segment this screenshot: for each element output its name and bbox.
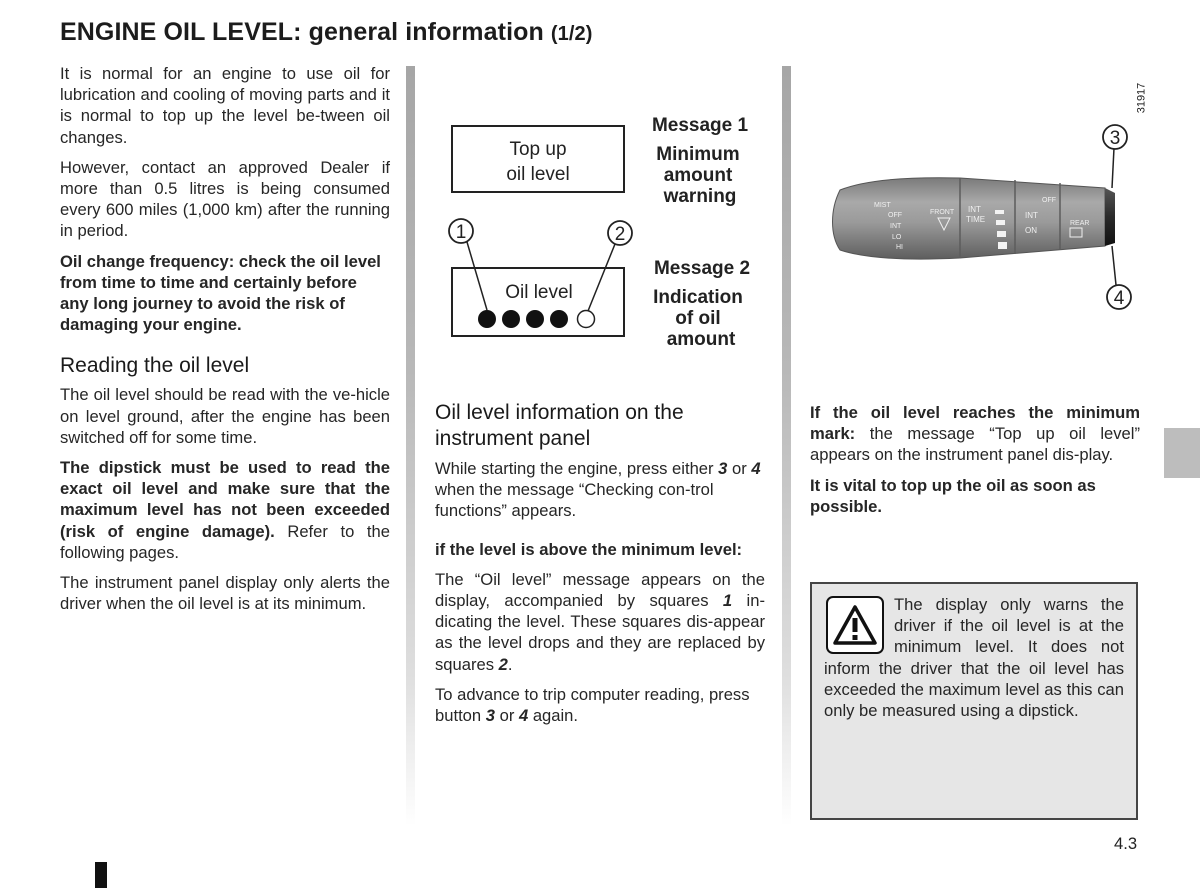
stalk-label-hi: HI bbox=[896, 244, 903, 251]
minimum-mark-bold: If the oil level reaches the minimum mark: bbox=[810, 403, 1140, 444]
illustration-reference-code: 31917 bbox=[1135, 82, 1148, 114]
stalk-label-lo: LO bbox=[892, 234, 902, 241]
instrument-panel-heading: Oil level information on the instrument panel bbox=[435, 401, 684, 450]
oil-messages-diagram bbox=[435, 105, 775, 360]
speed-bar-icon bbox=[997, 231, 1006, 237]
warning-box bbox=[810, 582, 1138, 820]
callout2-label: 2 bbox=[614, 224, 626, 245]
trip-computer-paragraph bbox=[435, 684, 765, 726]
column-divider-right bbox=[782, 66, 791, 826]
level-square-filled bbox=[502, 310, 520, 328]
level-square-filled bbox=[478, 310, 496, 328]
stalk-label-rear: REAR bbox=[1070, 220, 1090, 227]
wiper-stalk-illustration bbox=[810, 60, 1150, 360]
section-tab bbox=[1164, 428, 1200, 478]
warning-text: The display only warns the driver if the oil level is at the minimum level. It does not inform the driver that the oil level has exceeded the maximum level as this can only be measured using a dipstick. bbox=[824, 595, 1124, 721]
intro-paragraph: It is normal for an engine to use oil for lubrication and cooling of moving parts and it is normal to top up the level be-tween oil changes. bbox=[60, 64, 390, 147]
column-left bbox=[60, 63, 390, 623]
oil-change-paragraph: Oil change frequency: check the oil level from time to time and certainly before any long journey to avoid the risk of damaging your engine. bbox=[60, 251, 381, 335]
squares-paragraph bbox=[435, 569, 765, 675]
above-minimum-subheading: if the level is above the minimum level: bbox=[435, 539, 743, 559]
startup-text-a: While starting the engine, press either bbox=[435, 459, 719, 478]
trip-text-e: again. bbox=[528, 706, 579, 726]
button4-ref: 4 bbox=[751, 459, 761, 478]
dealer-paragraph: However, contact an approved Dealer if more than 0.5 litres is being consumed every 600 miles (1,000 km) after the running in period. bbox=[60, 157, 390, 241]
oil-level-label: Oil level bbox=[505, 282, 573, 303]
level-square-filled bbox=[550, 310, 568, 328]
button3-ref: 3 bbox=[718, 459, 728, 478]
message1-line3: warning bbox=[663, 186, 737, 207]
trip-text-c: or bbox=[494, 706, 519, 726]
stalk-label-front: FRONT bbox=[930, 209, 955, 216]
column-right bbox=[810, 402, 1140, 526]
callout1-label: 1 bbox=[455, 222, 467, 243]
callout3-label: 3 bbox=[1109, 128, 1121, 149]
minimum-mark-rest: the message “Top up oil level” appears on the instrument panel dis-play. bbox=[810, 424, 1140, 465]
message2-title: Message 2 bbox=[653, 258, 751, 279]
message2-line1: Indication bbox=[653, 287, 743, 308]
page-title bbox=[60, 18, 593, 47]
top-up-vital-paragraph: It is vital to top up the oil as soon as possible. bbox=[810, 475, 1096, 516]
page-marker-bar bbox=[95, 862, 107, 888]
stalk-label-on: ON bbox=[1025, 226, 1037, 235]
page-title-main: ENGINE OIL LEVEL: general information bbox=[60, 18, 544, 46]
stalk-label-off: OFF bbox=[888, 212, 902, 219]
dipstick-paragraph bbox=[60, 457, 390, 563]
top-up-line2: oil level bbox=[506, 164, 570, 185]
startup-paragraph bbox=[435, 458, 765, 522]
level-square-filled bbox=[526, 310, 544, 328]
squares-text-e: . bbox=[507, 654, 513, 674]
message1-title: Message 1 bbox=[651, 115, 749, 136]
squares-text-a: The “Oil level” message appears on the display, accompanied by squares bbox=[435, 569, 765, 611]
stalk-label-mist: MIST bbox=[874, 202, 891, 209]
trip-text-a: To advance to trip computer reading, press button bbox=[435, 684, 750, 726]
callout3-line bbox=[1112, 148, 1114, 188]
warning-triangle-icon bbox=[826, 596, 884, 654]
square2-ref: 2 bbox=[498, 654, 508, 674]
column-middle bbox=[435, 400, 765, 735]
minimum-mark-paragraph bbox=[810, 402, 1140, 466]
message1-line1: Minimum bbox=[656, 144, 740, 165]
startup-text-c: or bbox=[727, 459, 752, 478]
button3-ref: 3 bbox=[485, 706, 495, 726]
stalk-label-off2: OFF bbox=[1042, 197, 1056, 204]
stalk-end-cap bbox=[1105, 188, 1115, 246]
column-divider-left bbox=[406, 66, 415, 826]
callout4-line bbox=[1112, 246, 1116, 285]
square1-ref: 1 bbox=[722, 591, 733, 611]
page-title-part: (1/2) bbox=[550, 23, 593, 45]
callout4-label: 4 bbox=[1113, 288, 1125, 309]
stalk-label-int: INT bbox=[890, 223, 902, 230]
button4-ref: 4 bbox=[518, 706, 529, 726]
squares-text-c: in-dicating the level. These squares dis-appear as the level drops and they are replaced by squares bbox=[435, 591, 765, 674]
message1-line2: amount bbox=[663, 165, 733, 186]
speed-bar-icon bbox=[996, 220, 1005, 225]
display-alert-paragraph: The instrument panel display only alerts the driver when the oil level is at its minimum. bbox=[60, 573, 390, 614]
stalk-label-int2: INT bbox=[968, 205, 981, 214]
stalk-label-time: TIME bbox=[966, 215, 986, 224]
dipstick-rest: Refer to the following pages. bbox=[60, 521, 390, 562]
speed-bar-icon bbox=[995, 210, 1004, 214]
level-square-empty bbox=[578, 311, 595, 328]
top-up-line1: Top up bbox=[509, 139, 567, 160]
dipstick-bold: The dipstick must be used to read the exact oil level and make sure that the maximum level has not been exceeded (risk of engine damage). bbox=[60, 458, 390, 541]
message2-line3: amount bbox=[666, 329, 736, 350]
startup-text-e: when the message “Checking con-trol functions” appears. bbox=[435, 480, 714, 521]
reading-paragraph: The oil level should be read with the ve-hicle on level ground, after the engine has been switched off for some time. bbox=[60, 385, 390, 447]
speed-bar-icon bbox=[998, 242, 1007, 249]
message2-line2: of oil bbox=[675, 308, 721, 329]
stalk-label-int3: INT bbox=[1025, 211, 1038, 220]
page-number: 4.3 bbox=[1114, 834, 1138, 853]
reading-heading: Reading the oil level bbox=[60, 354, 250, 378]
